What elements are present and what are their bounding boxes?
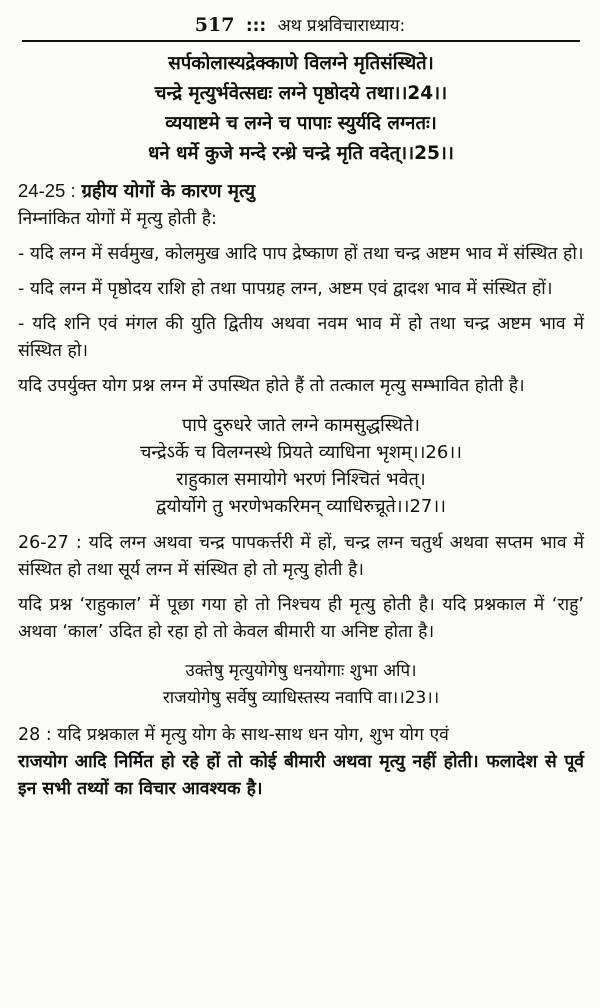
verse-line: उक्तेषु मृत्युयोगेषु धनयोगाः शुभा अपि। bbox=[185, 661, 417, 681]
chapter-title: अथ प्रश्नविचाराध्याय: bbox=[277, 16, 406, 36]
list-item: - यदि लग्न में पृष्ठोदय राशि हो तथा पापग्रह लग्न, अष्टम एवं द्वादश भाव में संस्थित हों। bbox=[18, 279, 553, 299]
section-heading bbox=[18, 177, 584, 206]
section-title: ग्रहीय योगों के कारण मृत्यु bbox=[81, 181, 256, 202]
verse-line: राजयोगेषु सर्वेषु व्याधिस्तस्य नवापि वा।।23।। bbox=[162, 688, 440, 708]
section-number: 24-25 : bbox=[18, 180, 76, 201]
verse-line: द्वयोर्योगे तु भरणेभकरिमन् व्याधिरुच्रूते।।27।। bbox=[155, 496, 447, 517]
verse-line: व्ययाष्टमे च लग्ने च पापाः स्युर्यदि लग्नतः। bbox=[165, 113, 437, 134]
list-item: - यदि लग्न में सर्वमुख, कोलमुख आदि पाप द्रेष्काण हों तथा चन्द्र अष्टम भाव में संस्थित हो। bbox=[18, 244, 584, 264]
verse-line: धने धर्मे कुजे मन्दे रन्ध्रे चन्द्रे मृति वदेत्।।25।। bbox=[148, 143, 454, 164]
page-number: 517 bbox=[194, 14, 235, 36]
commentary-26-27 bbox=[18, 530, 584, 646]
running-header bbox=[0, 14, 600, 37]
page-body bbox=[18, 47, 584, 803]
verse-line: सर्पकोलास्यद्रेक्काणे विलग्ने मृतिसंस्थिते। bbox=[168, 53, 434, 74]
commentary-paragraph: यदि प्रश्न ‘राहुकाल’ में पूछा गया हो तो निश्चय ही मृत्यु होती है। यदि प्रश्नकाल में ‘राहु’ अथवा ‘काल’ उदित हो रहा हो तो केवल बीमारी या अनिष्ट होता है। bbox=[18, 595, 584, 642]
header-rule bbox=[22, 40, 580, 42]
conclusion-text: यदि उपर्युक्त योग प्रश्न लग्न में उपस्थित होते हैं तो तत्काल मृत्यु सम्भावित होती है। bbox=[18, 376, 525, 396]
header-separator: ::: bbox=[245, 16, 267, 36]
verse-line: चन्द्रेऽर्के च विलग्नस्थे प्रियते व्याधिना भृशम्।।26।। bbox=[140, 442, 462, 463]
commentary-24-25 bbox=[18, 177, 584, 400]
verse-28 bbox=[18, 658, 584, 712]
list-item: - यदि शनि एवं मंगल की युति द्वितीय अथवा नवम भाव में हो तथा चन्द्र अष्टम भाव में संस्थित हो। bbox=[18, 314, 584, 361]
verse-line: राहुकाल समायोगे भरणं निश्चितं भवेत्। bbox=[176, 469, 426, 490]
verse-26-27 bbox=[18, 412, 584, 520]
commentary-paragraph: 26-27 : यदि लग्न अथवा चन्द्र पापकर्त्तरी में हों, चन्द्र लग्न चतुर्थ अथवा सप्तम भाव में संस्थित हो तथा सूर्य लग्न में संस्थित हो तो मृत्यु होती है। bbox=[18, 533, 584, 580]
verse-line: पापे दुरुधरे जाते लग्ने कामसुद्धस्थिते। bbox=[182, 415, 420, 436]
commentary-line: 28 : यदि प्रश्नकाल में मृत्यु योग के साथ-साथ धन योग, शुभ योग एवं bbox=[18, 725, 449, 745]
commentary-28 bbox=[18, 722, 584, 803]
commentary-bold-text: राजयोग आदि निर्मित हो रहे हों तो कोई बीमारी अथवा मृत्यु नहीं होती। फलादेश से पूर्व इन सभी तथ्यों का विचार आवश्यक है। bbox=[18, 752, 584, 799]
intro-text: निम्नांकित योगों में मृत्यु होती है: bbox=[18, 209, 217, 229]
verse-24-25 bbox=[18, 49, 584, 169]
verse-line: चन्द्रे मृत्युर्भवेत्सद्यः लग्ने पृष्ठोदये तथा।।24।। bbox=[154, 83, 448, 104]
